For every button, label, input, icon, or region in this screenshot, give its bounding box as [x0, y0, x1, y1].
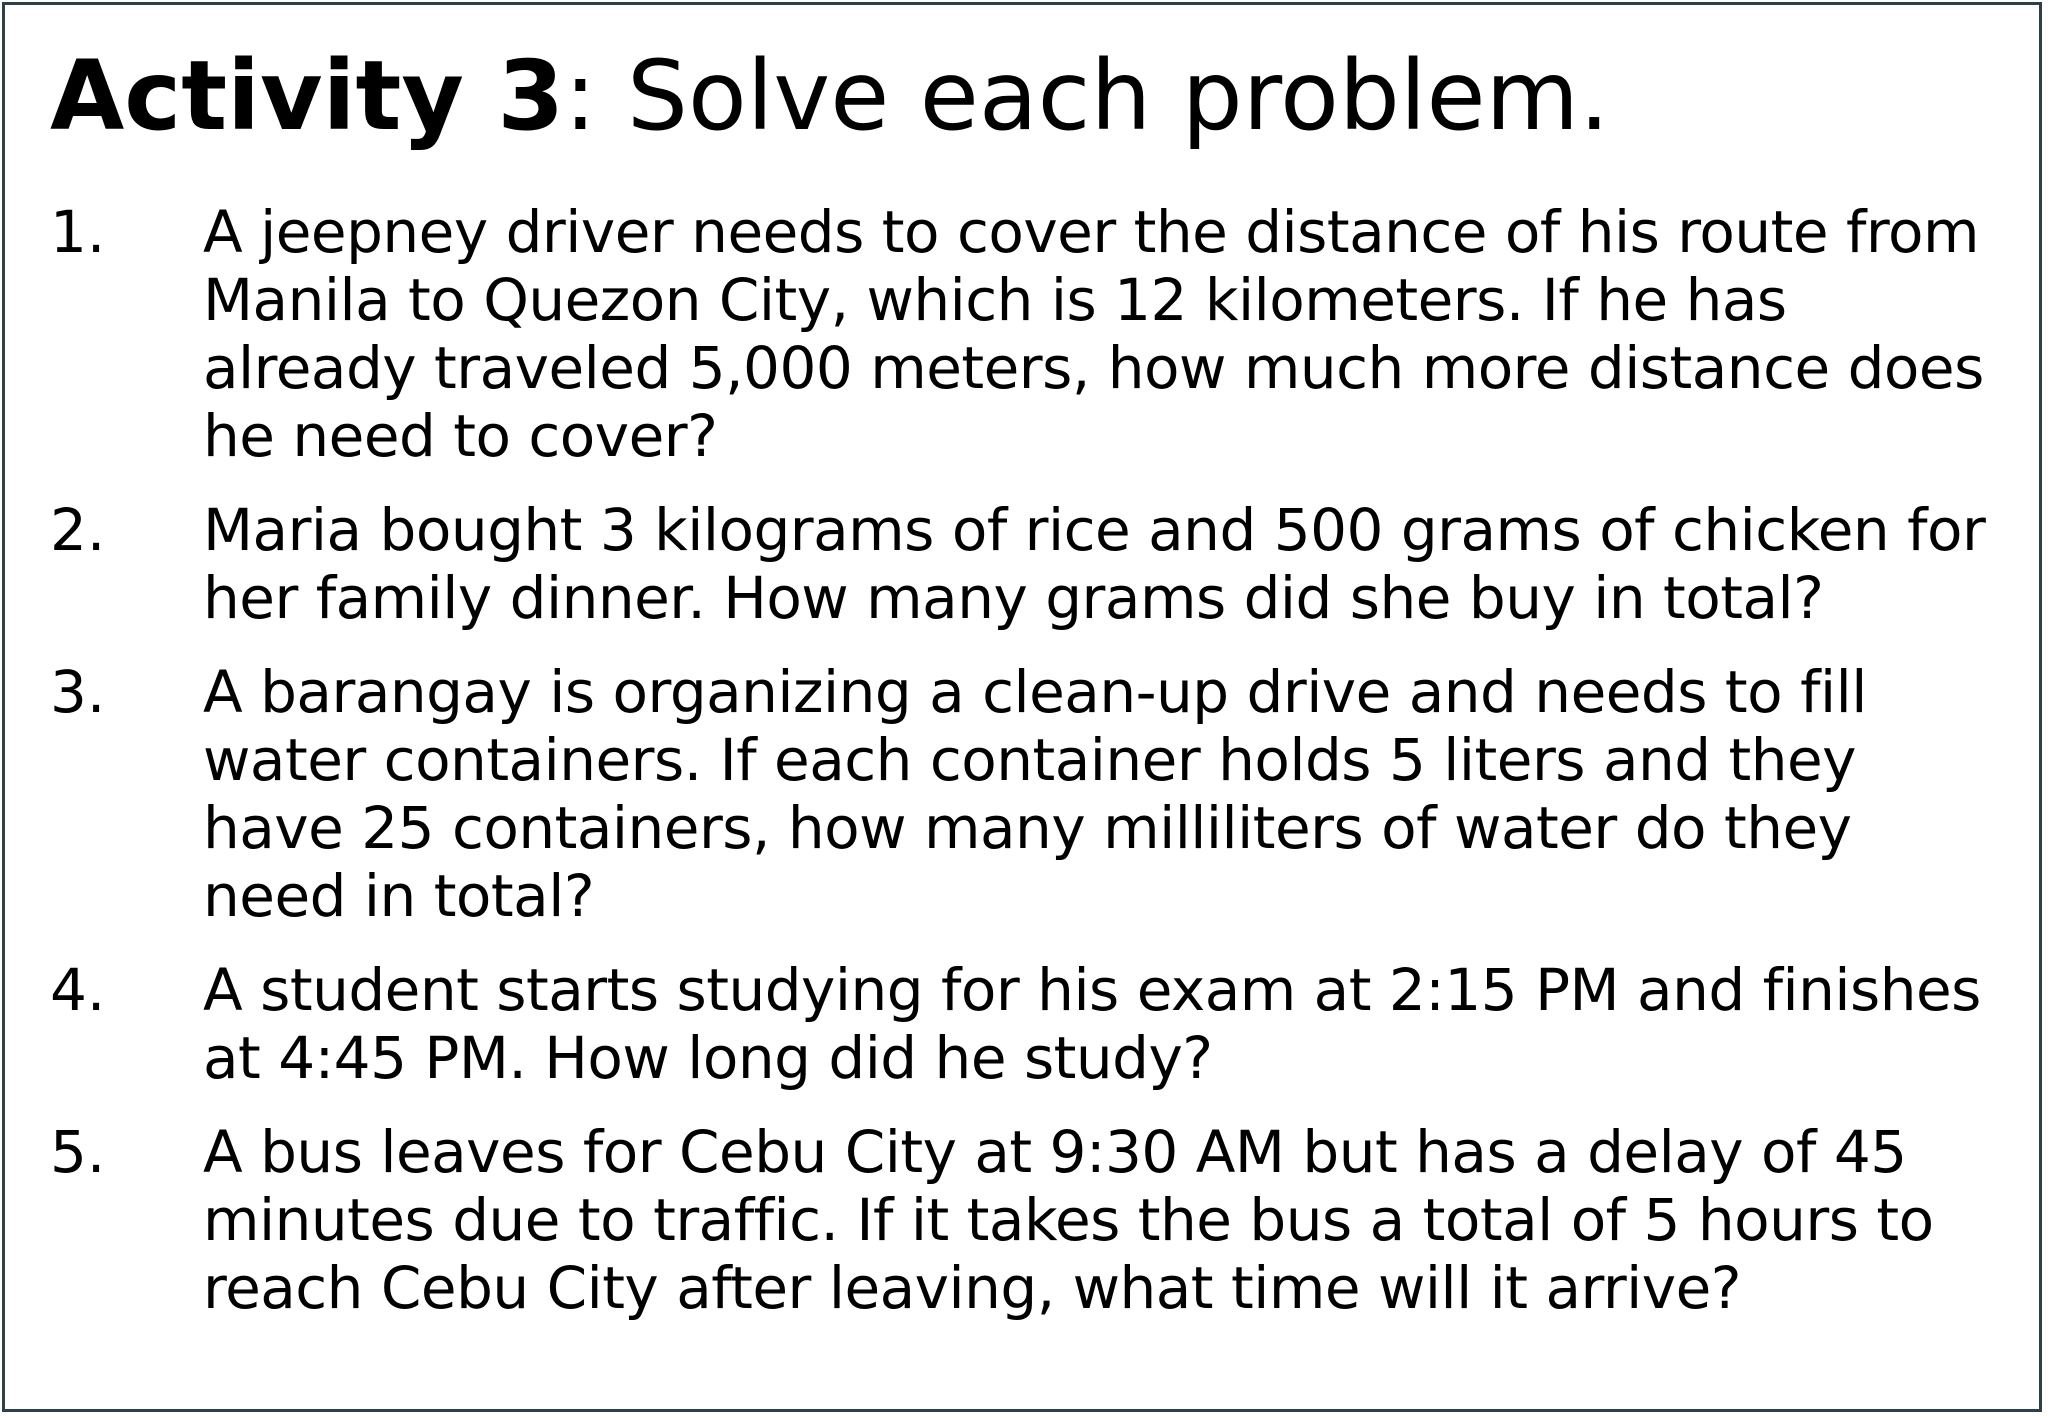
problem-number: 4. — [50, 956, 106, 1024]
problem-text: Maria bought 3 kilograms of rice and 500 grams of chicken for her family dinner. How many grams did she buy in total? — [203, 496, 1986, 632]
problem-text: A bus leaves for Cebu City at 9:30 AM but has a delay of 45 minutes due to traffic. If it takes the bus a total of 5 hours to reach Cebu City after leaving, what time will it arrive? — [203, 1118, 1934, 1322]
activity-title — [50, 36, 1610, 156]
problem-number: 5. — [50, 1118, 106, 1186]
activity-label: Activity 3 — [50, 40, 565, 152]
problem-number: 3. — [50, 658, 106, 726]
problem-number: 2. — [50, 496, 106, 564]
problem-text: A jeepney driver needs to cover the distance of his route from Manila to Quezon City, which is 12 kilometers. If he has already traveled 5,000 meters, how much more distance does he need to cover? — [203, 198, 1984, 470]
activity-instruction: : Solve each problem. — [564, 40, 1610, 152]
problem-text: A student starts studying for his exam at 2:15 PM and finishes at 4:45 PM. How long did he study? — [203, 956, 1981, 1092]
problem-number: 1. — [50, 198, 106, 266]
problem-text: A barangay is organizing a clean-up drive and needs to fill water containers. If each container holds 5 liters and they have 25 containers, how many milliliters of water do they need in total? — [203, 658, 1867, 930]
